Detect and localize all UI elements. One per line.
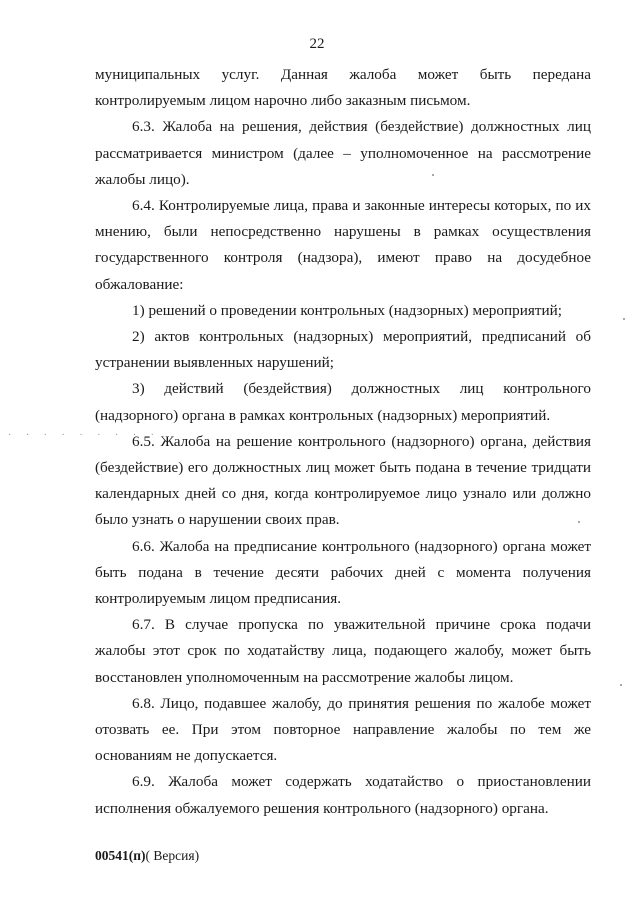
scan-artifact-dots: · · · · · · · · · — [8, 430, 160, 441]
paragraph-6-8: 6.8. Лицо, подавшее жалобу, до принятия решения по жалобе может отозвать ее. При этом повторное направление жалобы по тем же основаниям не допускается. — [95, 694, 591, 765]
document-body — [95, 62, 591, 822]
paragraph-continuation: муниципальных услуг. Данная жалоба может быть передана контролируемым лицом нарочно либо заказным письмом. — [95, 66, 591, 110]
document-version: ( Версия) — [145, 848, 200, 863]
list-item-1: 1) решений о проведении контрольных (надзорных) мероприятий; — [132, 301, 562, 319]
paragraph-6-7: 6.7. В случае пропуска по уважительной причине срока подачи жалобы этот срок по ходатайству лица, подающего жалобу, может быть восстановлен уполномоченным на рассмотрение жалобы лицом. — [95, 616, 591, 686]
scan-artifact-speck — [578, 521, 580, 523]
paragraph-6-3: 6.3. Жалоба на решения, действия (бездействие) должностных лиц рассматривается министром (далее – уполномоченное на рассмотрение жалобы лицо). — [95, 118, 591, 188]
list-item-2: 2) актов контрольных (надзорных) мероприятий, предписаний об устранении выявленных нарушений; — [95, 328, 591, 372]
page-number: 22 — [309, 36, 325, 52]
document-footer — [95, 848, 199, 864]
scan-artifact-speck — [620, 684, 622, 686]
scan-artifact-speck — [623, 318, 625, 320]
paragraph-6-5: 6.5. Жалоба на решение контрольного (надзорного) органа, действия (бездействие) его должностных лиц может быть подана в течение тридцати календарных дней со дня, когда контролируемое лицо узнало или должно было узнать о нарушении своих прав. — [95, 432, 591, 529]
scan-artifact-speck — [432, 174, 434, 176]
list-item-3: 3) действий (бездействия) должностных лиц контрольного (надзорного) органа в рамках контрольных (надзорных) мероприятий. — [95, 380, 591, 424]
paragraph-6-4: 6.4. Контролируемые лица, права и законные интересы которых, по их мнению, были непосредственно нарушены в рамках осуществления государственного контроля (надзора), имеют право на досудебное обжалование: — [95, 197, 591, 293]
paragraph-6-9: 6.9. Жалоба может содержать ходатайство о приостановлении исполнения обжалуемого решения контрольного (надзорного) органа. — [95, 773, 591, 817]
document-code: 00541(п) — [95, 848, 146, 863]
paragraph-6-6: 6.6. Жалоба на предписание контрольного (надзорного) органа может быть подана в течение десяти рабочих дней с момента получения контролируемым лицом предписания. — [95, 537, 591, 608]
